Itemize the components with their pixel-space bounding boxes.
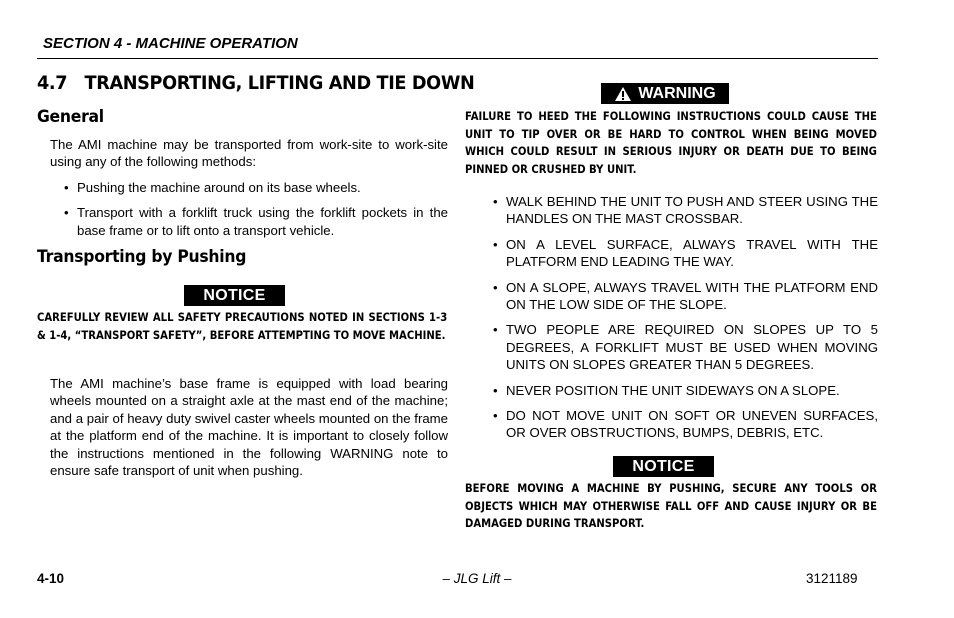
- notice-label: NOTICE: [184, 285, 285, 306]
- notice-label-right: NOTICE: [613, 456, 714, 477]
- list-item: • WALK BEHIND THE UNIT TO PUSH AND STEER USING THE HANDLES ON THE MAST CROSSBAR.: [493, 193, 878, 228]
- footer-brand: – JLG Lift –: [442, 571, 512, 586]
- warning-bullet-list: [493, 193, 878, 442]
- page-number: 4-10: [37, 571, 65, 586]
- list-item: • ON A SLOPE, ALWAYS TRAVEL WITH THE PLATFORM END ON THE LOW SIDE OF THE SLOPE.: [493, 279, 878, 314]
- warning-label: [601, 83, 729, 104]
- pushing-body: The AMI machine’s base frame is equipped with load bearing wheels mounted on a straight axle at the mast end of the machine; and a pair of heavy duty swivel caster wheels mounted on the frame at the platform end of the machine. It is important to closely follow the instructions mentioned in the following WARNING note to ensure safe transport of unit when pushing.: [50, 376, 448, 479]
- list-item: • DO NOT MOVE UNIT ON SOFT OR UNEVEN SURFACES, OR OVER OBSTRUCTIONS, BUMPS, DEBRIS, ETC.: [493, 407, 878, 442]
- list-item: • ON A LEVEL SURFACE, ALWAYS TRAVEL WITH THE PLATFORM END LEADING THE WAY.: [493, 236, 878, 271]
- warning-label-text: WARNING: [638, 85, 716, 102]
- list-item: • NEVER POSITION THE UNIT SIDEWAYS ON A SLOPE.: [493, 382, 878, 399]
- section-title: 4.7 TRANSPORTING, LIFTING AND TIE DOWN: [37, 72, 475, 94]
- list-item: • TWO PEOPLE ARE REQUIRED ON SLOPES UP TO 5 DEGREES, A FORKLIFT MUST BE USED WHEN MOVING UNITS ON SLOPES GREATER THAN 5 DEGREES.: [493, 321, 878, 373]
- header-rule: [37, 58, 878, 59]
- notice-text-right: BEFORE MOVING A MACHINE BY PUSHING, SECURE ANY TOOLS OR OBJECTS WHICH MAY OTHERWISE FALL OFF AND CAUSE INJURY OR BE DAMAGED DURING TRANSPORT.: [465, 481, 877, 530]
- general-heading: General: [37, 107, 104, 127]
- notice-text: CAREFULLY REVIEW ALL SAFETY PRECAUTIONS NOTED IN SECTIONS 1-3 & 1-4, “TRANSPORT SAFETY”, BEFORE ATTEMPTING TO MOVE MACHINE.: [37, 310, 448, 342]
- general-intro: The AMI machine may be transported from work-site to work-site using any of the following methods:: [50, 137, 448, 170]
- warning-text: FAILURE TO HEED THE FOLLOWING INSTRUCTIONS COULD CAUSE THE UNIT TO TIP OVER OR BE HARD TO CONTROL WHEN BEING MOVED WHICH COULD RESULT IN SERIOUS INJURY OR DEATH DUE TO BEING PINNED OR CRUSHED BY UNIT.: [465, 109, 877, 176]
- list-item: • Transport with a forklift truck using the forklift pockets in the base frame or to lift onto a transport vehicle.: [64, 204, 448, 239]
- list-item: • Pushing the machine around on its base wheels.: [64, 179, 448, 196]
- doc-number: 3121189: [806, 571, 858, 586]
- warning-triangle-icon: [614, 86, 632, 102]
- pushing-heading: Transporting by Pushing: [37, 247, 247, 267]
- section-header: SECTION 4 - MACHINE OPERATION: [43, 35, 298, 52]
- general-bullet-list: [64, 179, 448, 239]
